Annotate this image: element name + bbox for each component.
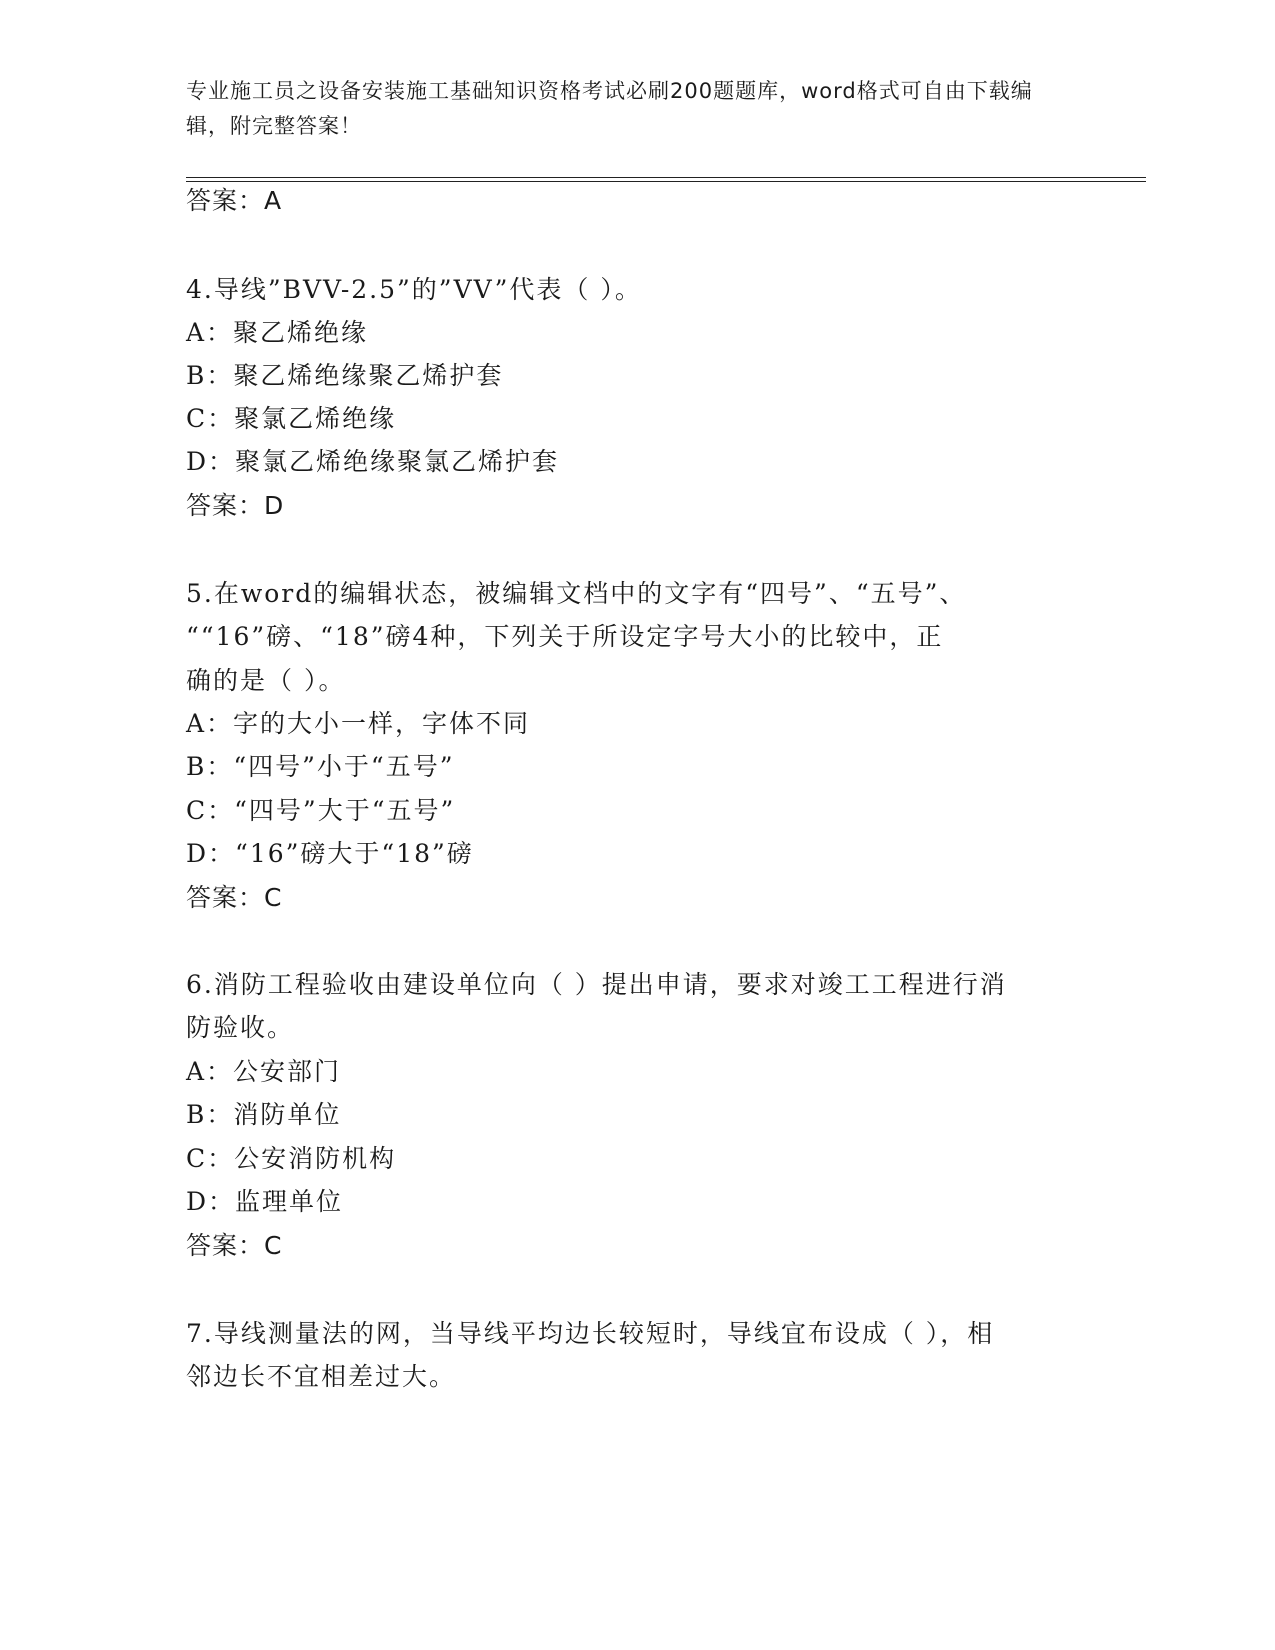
question-5-answer: 答案：C [186,883,283,912]
question-5-option-d: D：“16”磅大于“18”磅 [186,839,474,868]
question-6-answer: 答案：C [186,1231,283,1260]
question-5-stem-line-2: ““16”磅、“18”磅4种，下列关于所设定字号大小的比较中，正 [186,622,944,651]
question-5-stem-line-1: 5.在word的编辑状态，被编辑文档中的文字有“四号”、“五号”、 [186,579,967,608]
document-header-title: 专业施工员之设备安装施工基础知识资格考试必刷200题题库，word格式可自由下载编辑，附完整答案！ [186,79,1033,138]
question-5-option-c: C：“四号”大于“五号” [186,796,456,825]
question-6-option-d: D：监理单位 [186,1187,344,1216]
header-divider-top [186,177,1146,178]
question-5-option-b: B：“四号”小于“五号” [186,752,455,781]
question-4-option-b: B：聚乙烯绝缘聚乙烯护套 [186,361,504,390]
question-5-stem-line-3: 确的是（ ）。 [186,666,346,695]
question-7-stem-line-1: 7.导线测量法的网，当导线平均边长较短时，导线宜布设成（ ），相 [186,1319,995,1348]
answer-previous-question: 答案：A [186,186,283,215]
question-6-option-b: B：消防单位 [186,1100,342,1129]
question-6-stem-line-2: 防验收。 [186,1013,295,1042]
question-4-option-c: C：聚氯乙烯绝缘 [186,404,397,433]
header-divider-bottom [186,181,1146,182]
question-4-option-a: A：聚乙烯绝缘 [186,318,369,347]
question-4-answer: 答案：D [186,491,285,520]
question-6-option-c: C：公安消防机构 [186,1144,397,1173]
question-4-option-d: D：聚氯乙烯绝缘聚氯乙烯护套 [186,447,560,476]
question-4-stem: 4.导线”BVV-2.5”的”VV”代表（ ）。 [186,275,642,304]
question-7-stem-line-2: 邻边长不宜相差过大。 [186,1362,457,1391]
question-6-stem-line-1: 6.消防工程验收由建设单位向（ ）提出申请，要求对竣工工程进行消 [186,970,1007,999]
question-5-option-a: A：字的大小一样，字体不同 [186,709,531,738]
question-6-option-a: A：公安部门 [186,1057,342,1086]
